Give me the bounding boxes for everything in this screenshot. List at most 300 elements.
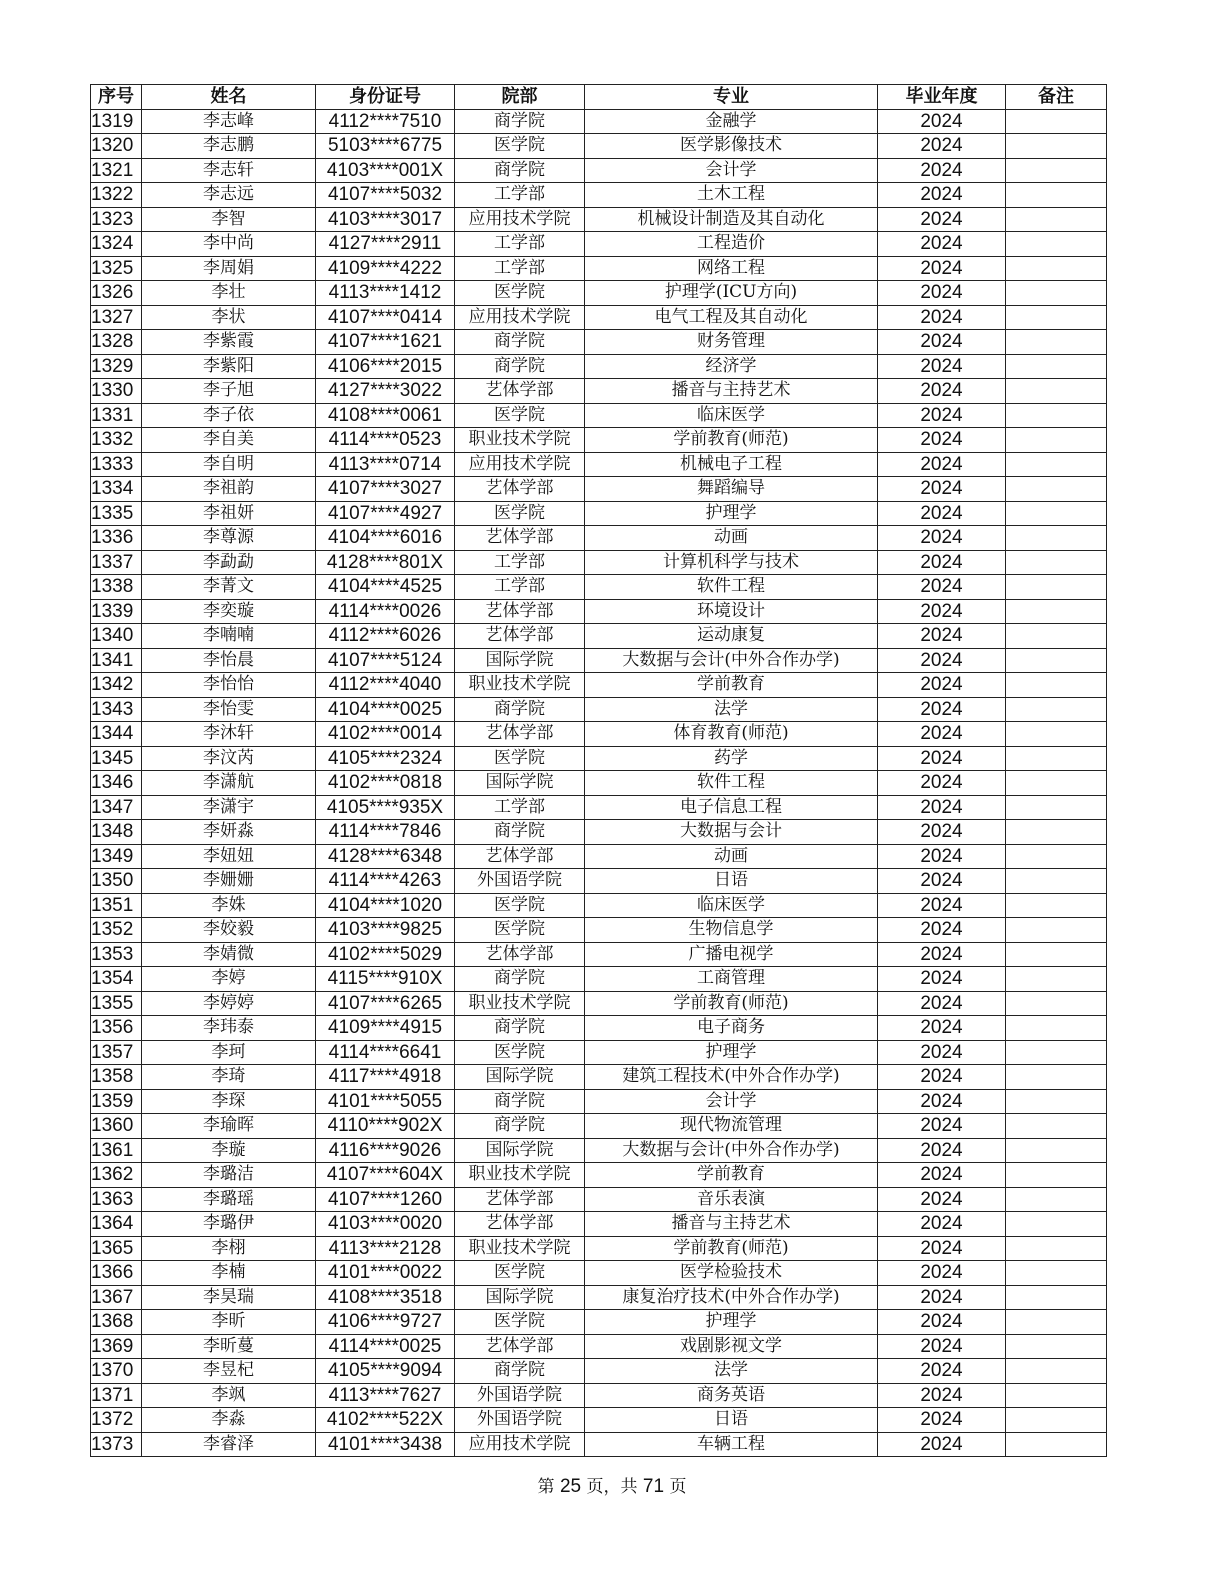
cell-remarks <box>1006 771 1107 796</box>
cell-id-number: 4116****9026 <box>316 1138 455 1163</box>
table-row <box>91 354 1107 379</box>
table-row <box>91 1065 1107 1090</box>
cell-remarks <box>1006 1040 1107 1065</box>
cell-id-number: 4103****0020 <box>316 1212 455 1237</box>
cell-grad-year: 2024 <box>878 232 1006 257</box>
cell-grad-year: 2024 <box>878 1114 1006 1139</box>
cell-name: 李昱杞 <box>142 1359 316 1384</box>
cell-major: 护理学 <box>585 501 878 526</box>
table-row <box>91 550 1107 575</box>
cell-seq: 1339 <box>91 599 142 624</box>
cell-name: 李子依 <box>142 403 316 428</box>
cell-seq: 1329 <box>91 354 142 379</box>
cell-department: 医学院 <box>455 1261 585 1286</box>
table-row <box>91 844 1107 869</box>
cell-major: 会计学 <box>585 1089 878 1114</box>
cell-grad-year: 2024 <box>878 673 1006 698</box>
cell-name: 李子旭 <box>142 379 316 404</box>
cell-grad-year: 2024 <box>878 428 1006 453</box>
cell-id-number: 4127****2911 <box>316 232 455 257</box>
cell-grad-year: 2024 <box>878 550 1006 575</box>
cell-seq: 1349 <box>91 844 142 869</box>
cell-grad-year: 2024 <box>878 1212 1006 1237</box>
cell-remarks <box>1006 624 1107 649</box>
cell-name: 李自明 <box>142 452 316 477</box>
table-row <box>91 526 1107 551</box>
cell-remarks <box>1006 526 1107 551</box>
cell-department: 医学院 <box>455 1040 585 1065</box>
cell-id-number: 4113****7627 <box>316 1383 455 1408</box>
cell-department: 职业技术学院 <box>455 1163 585 1188</box>
cell-seq: 1360 <box>91 1114 142 1139</box>
cell-department: 艺体学部 <box>455 599 585 624</box>
footer-total-pages: 71 <box>642 1476 665 1497</box>
cell-major: 法学 <box>585 1359 878 1384</box>
cell-name: 李楠 <box>142 1261 316 1286</box>
cell-id-number: 4110****902X <box>316 1114 455 1139</box>
cell-major: 软件工程 <box>585 575 878 600</box>
cell-name: 李尊源 <box>142 526 316 551</box>
cell-seq: 1327 <box>91 305 142 330</box>
cell-name: 李睿泽 <box>142 1432 316 1457</box>
cell-name: 李潇宇 <box>142 795 316 820</box>
cell-seq: 1348 <box>91 820 142 845</box>
cell-id-number: 4109****4222 <box>316 256 455 281</box>
cell-remarks <box>1006 134 1107 159</box>
cell-remarks <box>1006 1016 1107 1041</box>
cell-grad-year: 2024 <box>878 207 1006 232</box>
cell-name: 李志峰 <box>142 109 316 134</box>
table-row <box>91 942 1107 967</box>
table-row <box>91 1212 1107 1237</box>
cell-name: 李婷 <box>142 967 316 992</box>
cell-remarks <box>1006 673 1107 698</box>
cell-remarks <box>1006 991 1107 1016</box>
cell-grad-year: 2024 <box>878 1261 1006 1286</box>
cell-remarks <box>1006 1236 1107 1261</box>
cell-major: 日语 <box>585 1408 878 1433</box>
cell-name: 李自美 <box>142 428 316 453</box>
cell-grad-year: 2024 <box>878 379 1006 404</box>
cell-id-number: 4112****7510 <box>316 109 455 134</box>
cell-department: 外国语学院 <box>455 869 585 894</box>
cell-seq: 1319 <box>91 109 142 134</box>
cell-grad-year: 2024 <box>878 893 1006 918</box>
table-row <box>91 1040 1107 1065</box>
cell-department: 医学院 <box>455 746 585 771</box>
cell-major: 土木工程 <box>585 183 878 208</box>
cell-remarks <box>1006 869 1107 894</box>
table-row <box>91 673 1107 698</box>
cell-remarks <box>1006 599 1107 624</box>
cell-id-number: 4102****5029 <box>316 942 455 967</box>
cell-id-number: 4104****0025 <box>316 697 455 722</box>
cell-id-number: 4105****2324 <box>316 746 455 771</box>
cell-id-number: 4127****3022 <box>316 379 455 404</box>
cell-id-number: 4104****1020 <box>316 893 455 918</box>
cell-major: 大数据与会计(中外合作办学) <box>585 1138 878 1163</box>
cell-grad-year: 2024 <box>878 869 1006 894</box>
cell-name: 李昕 <box>142 1310 316 1335</box>
cell-name: 李祖韵 <box>142 477 316 502</box>
cell-name: 李妞妞 <box>142 844 316 869</box>
table-row <box>91 403 1107 428</box>
cell-seq: 1367 <box>91 1285 142 1310</box>
cell-id-number: 4102****0818 <box>316 771 455 796</box>
cell-grad-year: 2024 <box>878 403 1006 428</box>
cell-major: 医学影像技术 <box>585 134 878 159</box>
cell-major: 车辆工程 <box>585 1432 878 1457</box>
table-row <box>91 918 1107 943</box>
cell-seq: 1368 <box>91 1310 142 1335</box>
cell-id-number: 4128****6348 <box>316 844 455 869</box>
cell-id-number: 4107****0414 <box>316 305 455 330</box>
cell-grad-year: 2024 <box>878 1138 1006 1163</box>
cell-major: 工程造价 <box>585 232 878 257</box>
cell-department: 商学院 <box>455 697 585 722</box>
cell-remarks <box>1006 207 1107 232</box>
cell-major: 机械设计制造及其自动化 <box>585 207 878 232</box>
cell-name: 李珂 <box>142 1040 316 1065</box>
cell-remarks <box>1006 232 1107 257</box>
cell-grad-year: 2024 <box>878 1065 1006 1090</box>
cell-name: 李喃喃 <box>142 624 316 649</box>
cell-name: 李紫霞 <box>142 330 316 355</box>
cell-seq: 1371 <box>91 1383 142 1408</box>
cell-major: 日语 <box>585 869 878 894</box>
footer-page-number: 25 <box>559 1476 582 1497</box>
cell-seq: 1324 <box>91 232 142 257</box>
cell-seq: 1344 <box>91 722 142 747</box>
cell-department: 职业技术学院 <box>455 428 585 453</box>
cell-seq: 1323 <box>91 207 142 232</box>
header-id-number: 身份证号 <box>316 85 455 110</box>
cell-remarks <box>1006 1408 1107 1433</box>
cell-major: 商务英语 <box>585 1383 878 1408</box>
cell-grad-year: 2024 <box>878 281 1006 306</box>
cell-id-number: 4104****4525 <box>316 575 455 600</box>
cell-name: 李瑜晖 <box>142 1114 316 1139</box>
cell-remarks <box>1006 942 1107 967</box>
cell-id-number: 4107****5124 <box>316 648 455 673</box>
cell-remarks <box>1006 550 1107 575</box>
cell-id-number: 4102****0014 <box>316 722 455 747</box>
cell-major: 机械电子工程 <box>585 452 878 477</box>
cell-remarks <box>1006 722 1107 747</box>
cell-major: 生物信息学 <box>585 918 878 943</box>
table-row <box>91 771 1107 796</box>
cell-name: 李昊瑞 <box>142 1285 316 1310</box>
cell-major: 护理学 <box>585 1040 878 1065</box>
cell-remarks <box>1006 746 1107 771</box>
cell-department: 医学院 <box>455 134 585 159</box>
cell-id-number: 4102****522X <box>316 1408 455 1433</box>
cell-name: 李志轩 <box>142 158 316 183</box>
cell-grad-year: 2024 <box>878 771 1006 796</box>
cell-name: 李妍淼 <box>142 820 316 845</box>
cell-department: 职业技术学院 <box>455 1236 585 1261</box>
cell-remarks <box>1006 820 1107 845</box>
table-row <box>91 330 1107 355</box>
cell-id-number: 4107****4927 <box>316 501 455 526</box>
table-row <box>91 795 1107 820</box>
cell-major: 学前教育 <box>585 1163 878 1188</box>
cell-department: 商学院 <box>455 109 585 134</box>
cell-major: 动画 <box>585 844 878 869</box>
cell-major: 现代物流管理 <box>585 1114 878 1139</box>
cell-seq: 1347 <box>91 795 142 820</box>
cell-grad-year: 2024 <box>878 820 1006 845</box>
cell-id-number: 4114****7846 <box>316 820 455 845</box>
cell-department: 医学院 <box>455 501 585 526</box>
cell-major: 金融学 <box>585 109 878 134</box>
cell-name: 李璐伊 <box>142 1212 316 1237</box>
cell-name: 李琛 <box>142 1089 316 1114</box>
cell-seq: 1340 <box>91 624 142 649</box>
cell-remarks <box>1006 918 1107 943</box>
cell-major: 体育教育(师范) <box>585 722 878 747</box>
table-row <box>91 1016 1107 1041</box>
cell-grad-year: 2024 <box>878 795 1006 820</box>
cell-department: 应用技术学院 <box>455 452 585 477</box>
cell-department: 艺体学部 <box>455 1212 585 1237</box>
cell-department: 艺体学部 <box>455 942 585 967</box>
footer-suffix: 页 <box>669 1477 687 1497</box>
cell-major: 学前教育(师范) <box>585 1236 878 1261</box>
header-seq: 序号 <box>91 85 142 110</box>
cell-id-number: 4103****001X <box>316 158 455 183</box>
cell-department: 艺体学部 <box>455 379 585 404</box>
cell-name: 李志鹏 <box>142 134 316 159</box>
cell-major: 广播电视学 <box>585 942 878 967</box>
cell-seq: 1336 <box>91 526 142 551</box>
table-row <box>91 575 1107 600</box>
cell-department: 国际学院 <box>455 1065 585 1090</box>
table-body <box>91 109 1107 1457</box>
table-row <box>91 648 1107 673</box>
cell-department: 艺体学部 <box>455 477 585 502</box>
cell-seq: 1369 <box>91 1334 142 1359</box>
cell-major: 建筑工程技术(中外合作办学) <box>585 1065 878 1090</box>
cell-grad-year: 2024 <box>878 648 1006 673</box>
cell-seq: 1365 <box>91 1236 142 1261</box>
cell-major: 大数据与会计(中外合作办学) <box>585 648 878 673</box>
cell-remarks <box>1006 1187 1107 1212</box>
cell-major: 护理学 <box>585 1310 878 1335</box>
cell-grad-year: 2024 <box>878 1187 1006 1212</box>
cell-remarks <box>1006 967 1107 992</box>
cell-name: 李栩 <box>142 1236 316 1261</box>
table-row <box>91 379 1107 404</box>
table-row <box>91 893 1107 918</box>
table-row <box>91 183 1107 208</box>
cell-name: 李中尚 <box>142 232 316 257</box>
cell-name: 李淼 <box>142 1408 316 1433</box>
cell-name: 李怡晨 <box>142 648 316 673</box>
cell-id-number: 4112****6026 <box>316 624 455 649</box>
cell-remarks <box>1006 158 1107 183</box>
table-row <box>91 1432 1107 1457</box>
cell-department: 商学院 <box>455 354 585 379</box>
cell-grad-year: 2024 <box>878 942 1006 967</box>
cell-name: 李昕蔓 <box>142 1334 316 1359</box>
cell-grad-year: 2024 <box>878 158 1006 183</box>
cell-seq: 1332 <box>91 428 142 453</box>
cell-name: 李璐洁 <box>142 1163 316 1188</box>
cell-department: 商学院 <box>455 158 585 183</box>
cell-grad-year: 2024 <box>878 1334 1006 1359</box>
cell-name: 李姝 <box>142 893 316 918</box>
cell-remarks <box>1006 1285 1107 1310</box>
table-row <box>91 1383 1107 1408</box>
cell-major: 临床医学 <box>585 403 878 428</box>
table-row <box>91 428 1107 453</box>
table-row <box>91 158 1107 183</box>
cell-grad-year: 2024 <box>878 109 1006 134</box>
cell-grad-year: 2024 <box>878 1310 1006 1335</box>
cell-major: 播音与主持艺术 <box>585 1212 878 1237</box>
cell-name: 李勐勐 <box>142 550 316 575</box>
cell-department: 国际学院 <box>455 1138 585 1163</box>
cell-major: 财务管理 <box>585 330 878 355</box>
cell-id-number: 4114****6641 <box>316 1040 455 1065</box>
cell-seq: 1351 <box>91 893 142 918</box>
table-row <box>91 869 1107 894</box>
cell-department: 应用技术学院 <box>455 207 585 232</box>
cell-seq: 1361 <box>91 1138 142 1163</box>
cell-grad-year: 2024 <box>878 330 1006 355</box>
header-grad-year: 毕业年度 <box>878 85 1006 110</box>
cell-major: 电子商务 <box>585 1016 878 1041</box>
cell-seq: 1342 <box>91 673 142 698</box>
cell-seq: 1331 <box>91 403 142 428</box>
cell-id-number: 4114****0025 <box>316 1334 455 1359</box>
cell-name: 李飒 <box>142 1383 316 1408</box>
cell-remarks <box>1006 1089 1107 1114</box>
cell-remarks <box>1006 1261 1107 1286</box>
cell-grad-year: 2024 <box>878 599 1006 624</box>
cell-remarks <box>1006 648 1107 673</box>
table-row <box>91 1359 1107 1384</box>
cell-department: 医学院 <box>455 893 585 918</box>
cell-major: 电子信息工程 <box>585 795 878 820</box>
cell-seq: 1370 <box>91 1359 142 1384</box>
cell-seq: 1320 <box>91 134 142 159</box>
cell-remarks <box>1006 575 1107 600</box>
cell-name: 李壮 <box>142 281 316 306</box>
table-row <box>91 281 1107 306</box>
cell-major: 学前教育(师范) <box>585 428 878 453</box>
cell-id-number: 4101****0022 <box>316 1261 455 1286</box>
table-row <box>91 109 1107 134</box>
cell-id-number: 4108****3518 <box>316 1285 455 1310</box>
cell-seq: 1326 <box>91 281 142 306</box>
cell-id-number: 4107****604X <box>316 1163 455 1188</box>
table-row <box>91 1334 1107 1359</box>
table-row <box>91 1285 1107 1310</box>
graduate-roster-table <box>90 84 1107 1457</box>
cell-grad-year: 2024 <box>878 918 1006 943</box>
cell-remarks <box>1006 256 1107 281</box>
cell-major: 计算机科学与技术 <box>585 550 878 575</box>
cell-major: 护理学(ICU方向) <box>585 281 878 306</box>
cell-department: 艺体学部 <box>455 844 585 869</box>
table-row <box>91 1408 1107 1433</box>
cell-department: 应用技术学院 <box>455 305 585 330</box>
table-row <box>91 305 1107 330</box>
cell-name: 李祖妍 <box>142 501 316 526</box>
cell-name: 李汶芮 <box>142 746 316 771</box>
cell-id-number: 4107****1621 <box>316 330 455 355</box>
cell-remarks <box>1006 1432 1107 1457</box>
cell-grad-year: 2024 <box>878 1163 1006 1188</box>
cell-name: 李璇 <box>142 1138 316 1163</box>
cell-major: 网络工程 <box>585 256 878 281</box>
cell-grad-year: 2024 <box>878 844 1006 869</box>
cell-id-number: 5103****6775 <box>316 134 455 159</box>
cell-department: 商学院 <box>455 967 585 992</box>
table-row <box>91 624 1107 649</box>
cell-id-number: 4107****5032 <box>316 183 455 208</box>
cell-remarks <box>1006 1334 1107 1359</box>
cell-department: 商学院 <box>455 820 585 845</box>
cell-seq: 1362 <box>91 1163 142 1188</box>
cell-grad-year: 2024 <box>878 624 1006 649</box>
cell-grad-year: 2024 <box>878 305 1006 330</box>
cell-name: 李玮泰 <box>142 1016 316 1041</box>
table-row <box>91 991 1107 1016</box>
cell-seq: 1345 <box>91 746 142 771</box>
table-row <box>91 452 1107 477</box>
cell-id-number: 4101****3438 <box>316 1432 455 1457</box>
cell-grad-year: 2024 <box>878 526 1006 551</box>
cell-grad-year: 2024 <box>878 575 1006 600</box>
cell-major: 动画 <box>585 526 878 551</box>
cell-seq: 1341 <box>91 648 142 673</box>
cell-name: 李志远 <box>142 183 316 208</box>
cell-name: 李婷婷 <box>142 991 316 1016</box>
cell-grad-year: 2024 <box>878 1285 1006 1310</box>
cell-major: 学前教育(师范) <box>585 991 878 1016</box>
cell-seq: 1333 <box>91 452 142 477</box>
cell-grad-year: 2024 <box>878 501 1006 526</box>
cell-major: 经济学 <box>585 354 878 379</box>
cell-seq: 1358 <box>91 1065 142 1090</box>
cell-department: 国际学院 <box>455 1285 585 1310</box>
cell-name: 李琦 <box>142 1065 316 1090</box>
cell-remarks <box>1006 428 1107 453</box>
cell-name: 李紫阳 <box>142 354 316 379</box>
cell-remarks <box>1006 379 1107 404</box>
cell-seq: 1357 <box>91 1040 142 1065</box>
cell-major: 会计学 <box>585 158 878 183</box>
cell-remarks <box>1006 697 1107 722</box>
cell-grad-year: 2024 <box>878 452 1006 477</box>
cell-department: 医学院 <box>455 918 585 943</box>
table-row <box>91 232 1107 257</box>
cell-id-number: 4104****6016 <box>316 526 455 551</box>
cell-grad-year: 2024 <box>878 1236 1006 1261</box>
cell-grad-year: 2024 <box>878 354 1006 379</box>
cell-seq: 1350 <box>91 869 142 894</box>
cell-id-number: 4114****0523 <box>316 428 455 453</box>
cell-remarks <box>1006 281 1107 306</box>
cell-remarks <box>1006 183 1107 208</box>
table-row <box>91 722 1107 747</box>
cell-department: 职业技术学院 <box>455 991 585 1016</box>
cell-grad-year: 2024 <box>878 722 1006 747</box>
cell-department: 商学院 <box>455 1359 585 1384</box>
